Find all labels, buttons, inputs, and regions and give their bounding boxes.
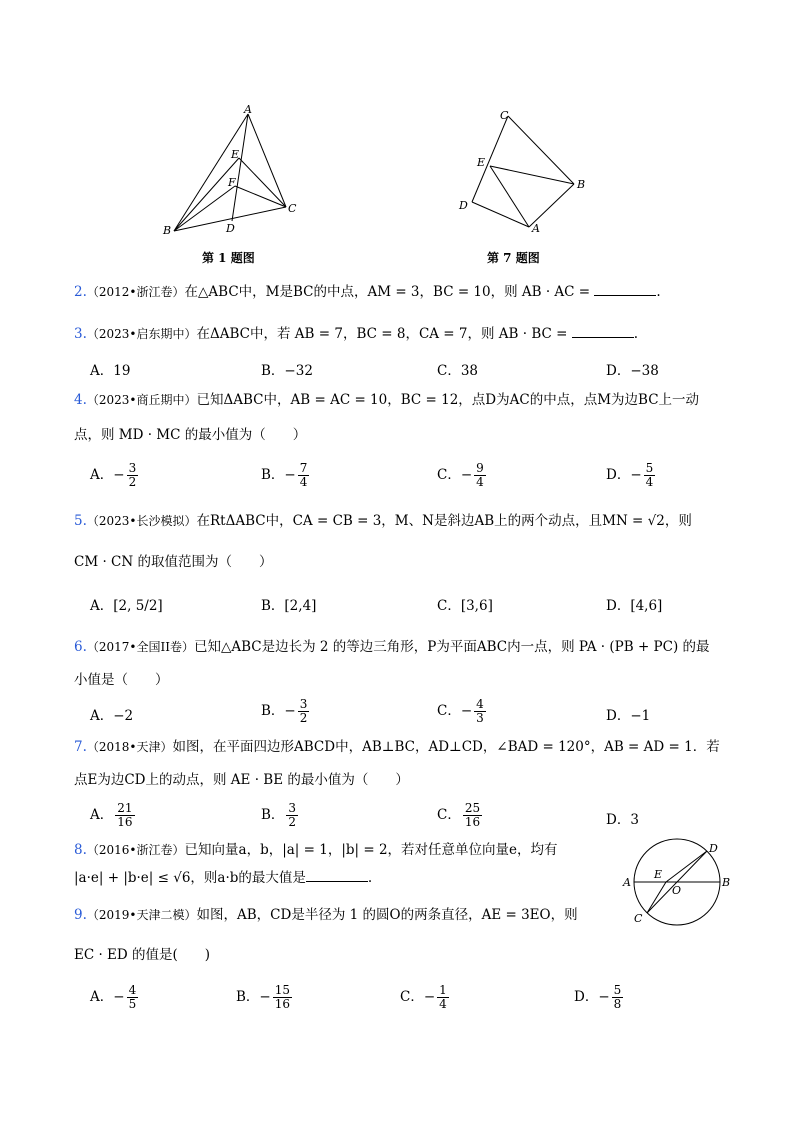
q2-source: （2012•浙江卷） xyxy=(86,285,185,299)
q4-text: 已知ΔABC中，AB = AC = 10，BC = 12，点D为AC的中点，点M为边BC上一动 xyxy=(196,392,700,408)
q4-option-c[interactable]: C．− $\frac{9}{4}$ xyxy=(437,461,484,489)
q3-text: 在ΔABC中，若 AB = 7，BC = 8，CA = 7，则 AB · BC = xyxy=(196,326,572,342)
q8-source: （2016•浙江卷） xyxy=(86,843,185,857)
q3-option-b[interactable]: B．−32 xyxy=(261,363,313,379)
q5-number: 5. xyxy=(74,513,87,529)
fig1-label-c: C xyxy=(288,202,297,215)
q6-option-c[interactable]: C．− $\frac{4}{3}$ xyxy=(437,697,484,725)
q3-tail: . xyxy=(633,326,639,342)
fig7-label-c: C xyxy=(500,109,509,122)
q5-option-d[interactable]: D．[4,6] xyxy=(606,598,663,614)
q9-source: （2019•天津二模） xyxy=(86,908,197,922)
q3-blank[interactable] xyxy=(572,325,634,338)
q5-option-a[interactable]: A．[2, 5/2] xyxy=(90,598,163,614)
fig9-label-e: E xyxy=(654,868,663,881)
q9-number: 9. xyxy=(74,907,87,923)
figure-9 xyxy=(620,838,730,928)
q9-option-b[interactable]: B．− $\frac{15}{16}$ xyxy=(236,983,291,1011)
fig9-label-a: A xyxy=(623,876,631,889)
q2-text: 在△ABC中，M是BC的中点，AM = 3，BC = 10，则 AB · AC = xyxy=(184,284,595,300)
fig1-label-a: A xyxy=(244,103,252,116)
question-8 xyxy=(74,841,558,859)
q4-text-line2: 点，则 MD · MC 的最小值为（ ） xyxy=(74,427,307,443)
fig7-label-e: E xyxy=(477,156,486,169)
q7-text: 如图，在平面四边形ABCD中，AB⊥BC，AD⊥CD，∠BAD = 120°，AB = AD = 1．若 xyxy=(172,739,720,755)
q9-option-d[interactable]: D．− $\frac{5}{8}$ xyxy=(574,983,622,1011)
q8-number: 8. xyxy=(74,842,87,858)
q6-source: （2017•全国II卷） xyxy=(86,640,194,654)
q7-option-c[interactable]: C． $\frac{25}{16}$ xyxy=(437,801,481,829)
q3-option-a[interactable]: A．19 xyxy=(90,363,131,379)
q5-source: （2023•长沙模拟） xyxy=(86,514,197,528)
q5-text-line2: CM · CN 的取值范围为（ ） xyxy=(74,554,273,570)
q6-option-b[interactable]: B．− $\frac{3}{2}$ xyxy=(261,697,308,725)
fig7-label-d: D xyxy=(459,199,468,212)
fig1-label-d: D xyxy=(226,222,235,235)
question-7 xyxy=(74,738,720,756)
q6-text: 已知△ABC是边长为 2 的等边三角形，P为平面ABC内一点，则 PA · (PB + PC) 的最 xyxy=(194,639,710,655)
q5-text: 在RtΔABC中，CA = CB = 3，M、N是斜边AB上的两个动点，且MN = √2，则 xyxy=(196,513,692,529)
question-2 xyxy=(74,283,661,301)
q9-text: 如图，AB，CD是半径为 1 的圆O的两条直径，AE = 3EO，则 xyxy=(196,907,578,923)
fig1-label-e: E xyxy=(231,148,240,161)
q4-option-a[interactable]: A．− $\frac{3}{2}$ xyxy=(90,461,137,489)
question-4 xyxy=(74,391,699,409)
figure-7 xyxy=(452,104,597,239)
q5-option-c[interactable]: C．[3,6] xyxy=(437,598,493,614)
fig1-label-f: F xyxy=(228,176,236,189)
question-5 xyxy=(74,512,692,530)
q3-option-d[interactable]: D．−38 xyxy=(606,363,659,379)
q3-source: （2023•启东期中） xyxy=(86,327,197,341)
question-3 xyxy=(74,325,638,343)
q6-option-d[interactable]: D．−1 xyxy=(606,708,651,724)
fig9-label-o: O xyxy=(672,884,682,897)
q3-option-c[interactable]: C．38 xyxy=(437,363,479,379)
q8-text: 已知向量a，b，|a| = 1，|b| = 2，若对任意单位向量e，均有 xyxy=(184,842,558,858)
q6-text-line2: 小值是（ ） xyxy=(74,672,169,688)
q9-text-line2: EC · ED 的值是( ) xyxy=(74,947,211,963)
q5-option-b[interactable]: B．[2,4] xyxy=(261,598,317,614)
q9-option-c[interactable]: C．− $\frac{1}{4}$ xyxy=(400,983,447,1011)
q7-option-a[interactable]: A． $\frac{21}{16}$ xyxy=(90,801,133,829)
fig9-label-b: B xyxy=(722,876,730,889)
figure-1 xyxy=(160,100,310,240)
q2-blank[interactable] xyxy=(594,283,656,296)
q6-option-a[interactable]: A．−2 xyxy=(90,708,134,724)
question-9 xyxy=(74,906,578,924)
q4-option-b[interactable]: B．− $\frac{7}{4}$ xyxy=(261,461,308,489)
q2-tail: . xyxy=(656,284,661,300)
q8-blank[interactable] xyxy=(306,869,368,882)
q7-number: 7. xyxy=(74,739,87,755)
fig9-label-c: C xyxy=(634,912,643,925)
question-6 xyxy=(74,638,710,656)
q7-source: （2018•天津） xyxy=(86,740,173,754)
fig7-label-a: A xyxy=(532,222,540,235)
q7-option-d[interactable]: D．3 xyxy=(606,812,639,828)
q9-option-a[interactable]: A．− $\frac{4}{5}$ xyxy=(90,983,137,1011)
fig1-caption: 第 1 题图 xyxy=(202,251,255,265)
q4-option-d[interactable]: D．− $\frac{5}{4}$ xyxy=(606,461,654,489)
fig1-label-b: B xyxy=(163,224,172,237)
q2-number: 2. xyxy=(74,284,87,300)
q8-text-line2: |a·e| + |b·e| ≤ √6，则a·b的最大值是 . xyxy=(74,870,373,886)
q3-number: 3. xyxy=(74,326,87,342)
fig7-caption: 第 7 题图 xyxy=(487,251,540,265)
q4-source: （2023•商丘期中） xyxy=(86,393,197,407)
fig9-label-d: D xyxy=(709,842,718,855)
q7-text-line2: 点E为边CD上的动点，则 AE · BE 的最小值为（ ） xyxy=(74,772,409,788)
q4-number: 4. xyxy=(74,392,87,408)
q7-option-b[interactable]: B． $\frac{3}{2}$ xyxy=(261,801,297,829)
q6-number: 6. xyxy=(74,639,87,655)
fig7-label-b: B xyxy=(577,178,586,191)
